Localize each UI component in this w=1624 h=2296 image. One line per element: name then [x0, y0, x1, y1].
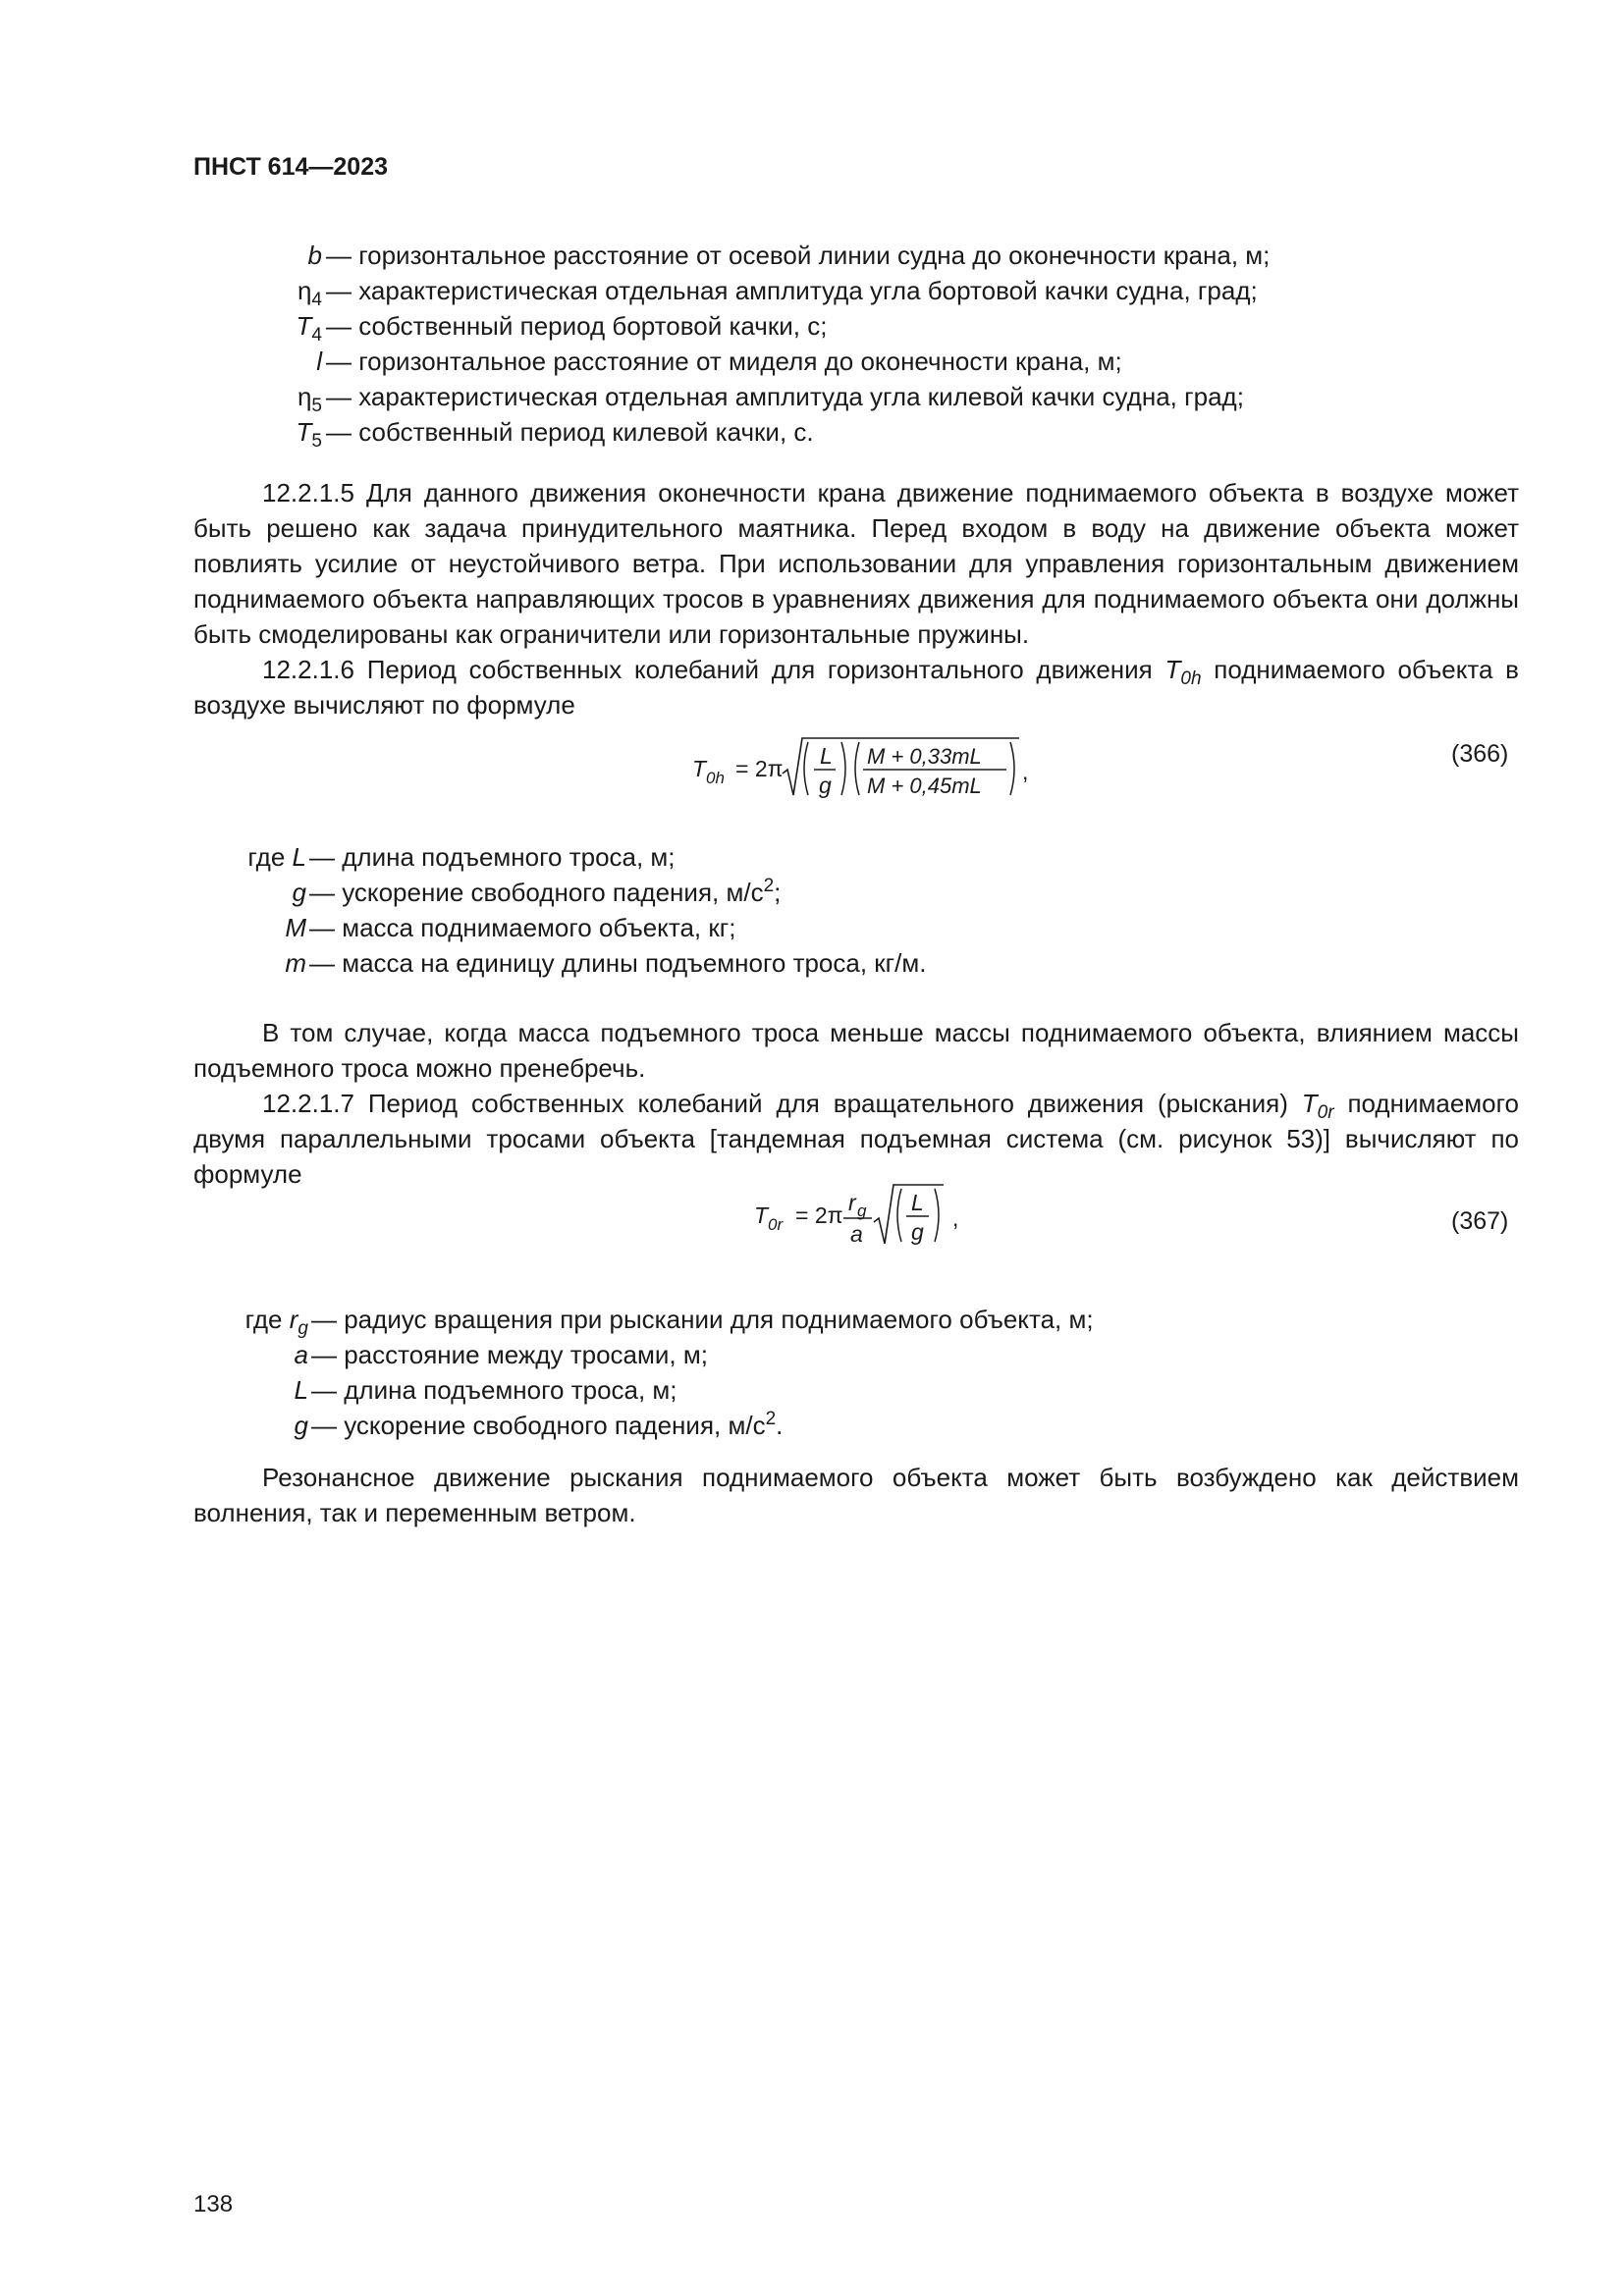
definition-symbol: g [292, 878, 306, 907]
definition-symbol: где $r_g$ [244, 1305, 308, 1339]
formula-367-svg [754, 1181, 960, 1252]
frac1-den: g [819, 773, 832, 798]
definition-symbol: $\eta_4$ [297, 276, 322, 310]
paren-right [841, 742, 845, 795]
formula-lhs: T [692, 756, 707, 781]
paragraph-mass-note: В том случае, когда масса подъемного троса меньше массы поднимаемого объекта, влиянием массы подъемного троса можно пренебречь. [193, 1018, 1519, 1083]
formula-366-svg [692, 734, 1031, 805]
formula-lhs-sub: 0h [706, 769, 725, 787]
paragraph-12-2-1-5: 12.2.1.5 Для данного движения оконечности крана движение поднимаемого объекта в воздухе может быть решено как задача принудительного маятника. Перед входом в воду на движение объекта может повлиять усилие от неустойчивого ветра. При использовании для управления горизонтальным движением поднимаемого объекта направляющих тросов в уравнениях движения для поднимаемого объекта они должны быть смоделированы как ограничители или горизонтальные пружины. [193, 478, 1519, 649]
definition-text: — характеристическая отдельная амплитуда угла бортовой качки судна, град; [326, 276, 1258, 305]
definition-text: — длина подъемного троса, м; [309, 842, 676, 872]
definition-text: — масса поднимаемого объекта, кг; [309, 913, 736, 942]
definition-symbol: M [285, 913, 306, 942]
formula-lhs-sub: 0r [768, 1215, 784, 1234]
definition-text: — горизонтальное расстояние от осевой линии судна до оконечности крана, м; [326, 240, 1271, 270]
definition-text: — ускорение свободного падения, $м/с^2$. [311, 1409, 784, 1440]
formula-eq: = 2π [735, 756, 784, 781]
frac2-num: L [911, 1190, 924, 1215]
definition-symbol: m [285, 948, 306, 978]
paren-left [804, 742, 808, 795]
definition-text: — горизонтальное расстояние от миделя до оконечности крана, м; [326, 347, 1122, 376]
paren-right [935, 1189, 939, 1242]
paragraph-12-2-1-7: 12.2.1.7 Период собственных колебаний для вращательного движения (рыскания) $T_{0r}$ поднимаемого двумя параллельными тросами объекта [тандемная подъемная система (см. рисунок 53)] вычисляют по формуле [193, 1089, 1519, 1189]
frac1-num-sub: g [857, 1201, 867, 1220]
formula-lhs: T [754, 1202, 769, 1228]
paragraph-12-2-1-6: 12.2.1.6 Период собственных колебаний для горизонтального движения $T_{0h}$ поднимаемого объекта в воздухе вычисляют по формуле [193, 655, 1519, 720]
paren-right [1010, 742, 1014, 795]
frac1-num: L [820, 743, 833, 769]
equation-number-367: (367) [1451, 1207, 1509, 1235]
paragraph-block-2 [193, 1015, 1519, 1192]
frac1-num: r [848, 1190, 856, 1215]
definition-text: — собственный период килевой качки, с. [326, 417, 814, 447]
sqrt-symbol [874, 1185, 944, 1244]
paragraph-block-1 [193, 475, 1519, 722]
formula-tail: , [952, 1205, 959, 1231]
equation-number-366: (366) [1451, 740, 1509, 768]
frac2-den: g [911, 1219, 924, 1245]
frac1-den: a [850, 1221, 863, 1247]
definition-text: — радиус вращения при рыскании для поднимаемого объекта, м; [311, 1305, 1094, 1334]
definition-symbol: где L [247, 842, 306, 872]
definition-symbol: a [294, 1340, 308, 1369]
definition-text: — расстояние между тросами, м; [311, 1340, 708, 1369]
definition-text: — длина подъемного троса, м; [311, 1375, 677, 1405]
paren-left [855, 742, 859, 795]
definition-text: — характеристическая отдельная амплитуда угла килевой качки судна, град; [326, 382, 1244, 411]
definition-symbol: $T_5$ [296, 417, 322, 452]
page-number: 138 [193, 2191, 234, 2217]
definition-text: — ускорение свободного падения, $м/с^2$; [309, 876, 782, 907]
definition-symbol: $T_4$ [296, 311, 322, 346]
formula-tail: , [1022, 759, 1029, 784]
definition-text: — масса на единицу длины подъемного троса, кг/м. [309, 948, 927, 978]
definition-symbol: $\eta_5$ [297, 382, 322, 416]
paragraph-resonance: Резонансное движение рыскания поднимаемого объекта может быть возбуждено как действием волнения, так и переменным ветром. [193, 1463, 1519, 1527]
formula-eq: = 2π [795, 1202, 843, 1228]
definition-symbol: b [307, 240, 322, 270]
document-header: ПНСТ 614—2023 [193, 153, 388, 181]
definition-symbol: l [316, 347, 322, 376]
paragraph-block-3 [193, 1460, 1519, 1530]
frac2-den: M + 0,45mL [867, 774, 982, 798]
paren-left [897, 1189, 901, 1242]
frac2-num: M + 0,33mL [867, 744, 982, 769]
definition-symbol: g [294, 1411, 308, 1440]
definition-text: — собственный период бортовой качки, с; [326, 311, 828, 341]
definition-symbol: L [294, 1375, 308, 1405]
